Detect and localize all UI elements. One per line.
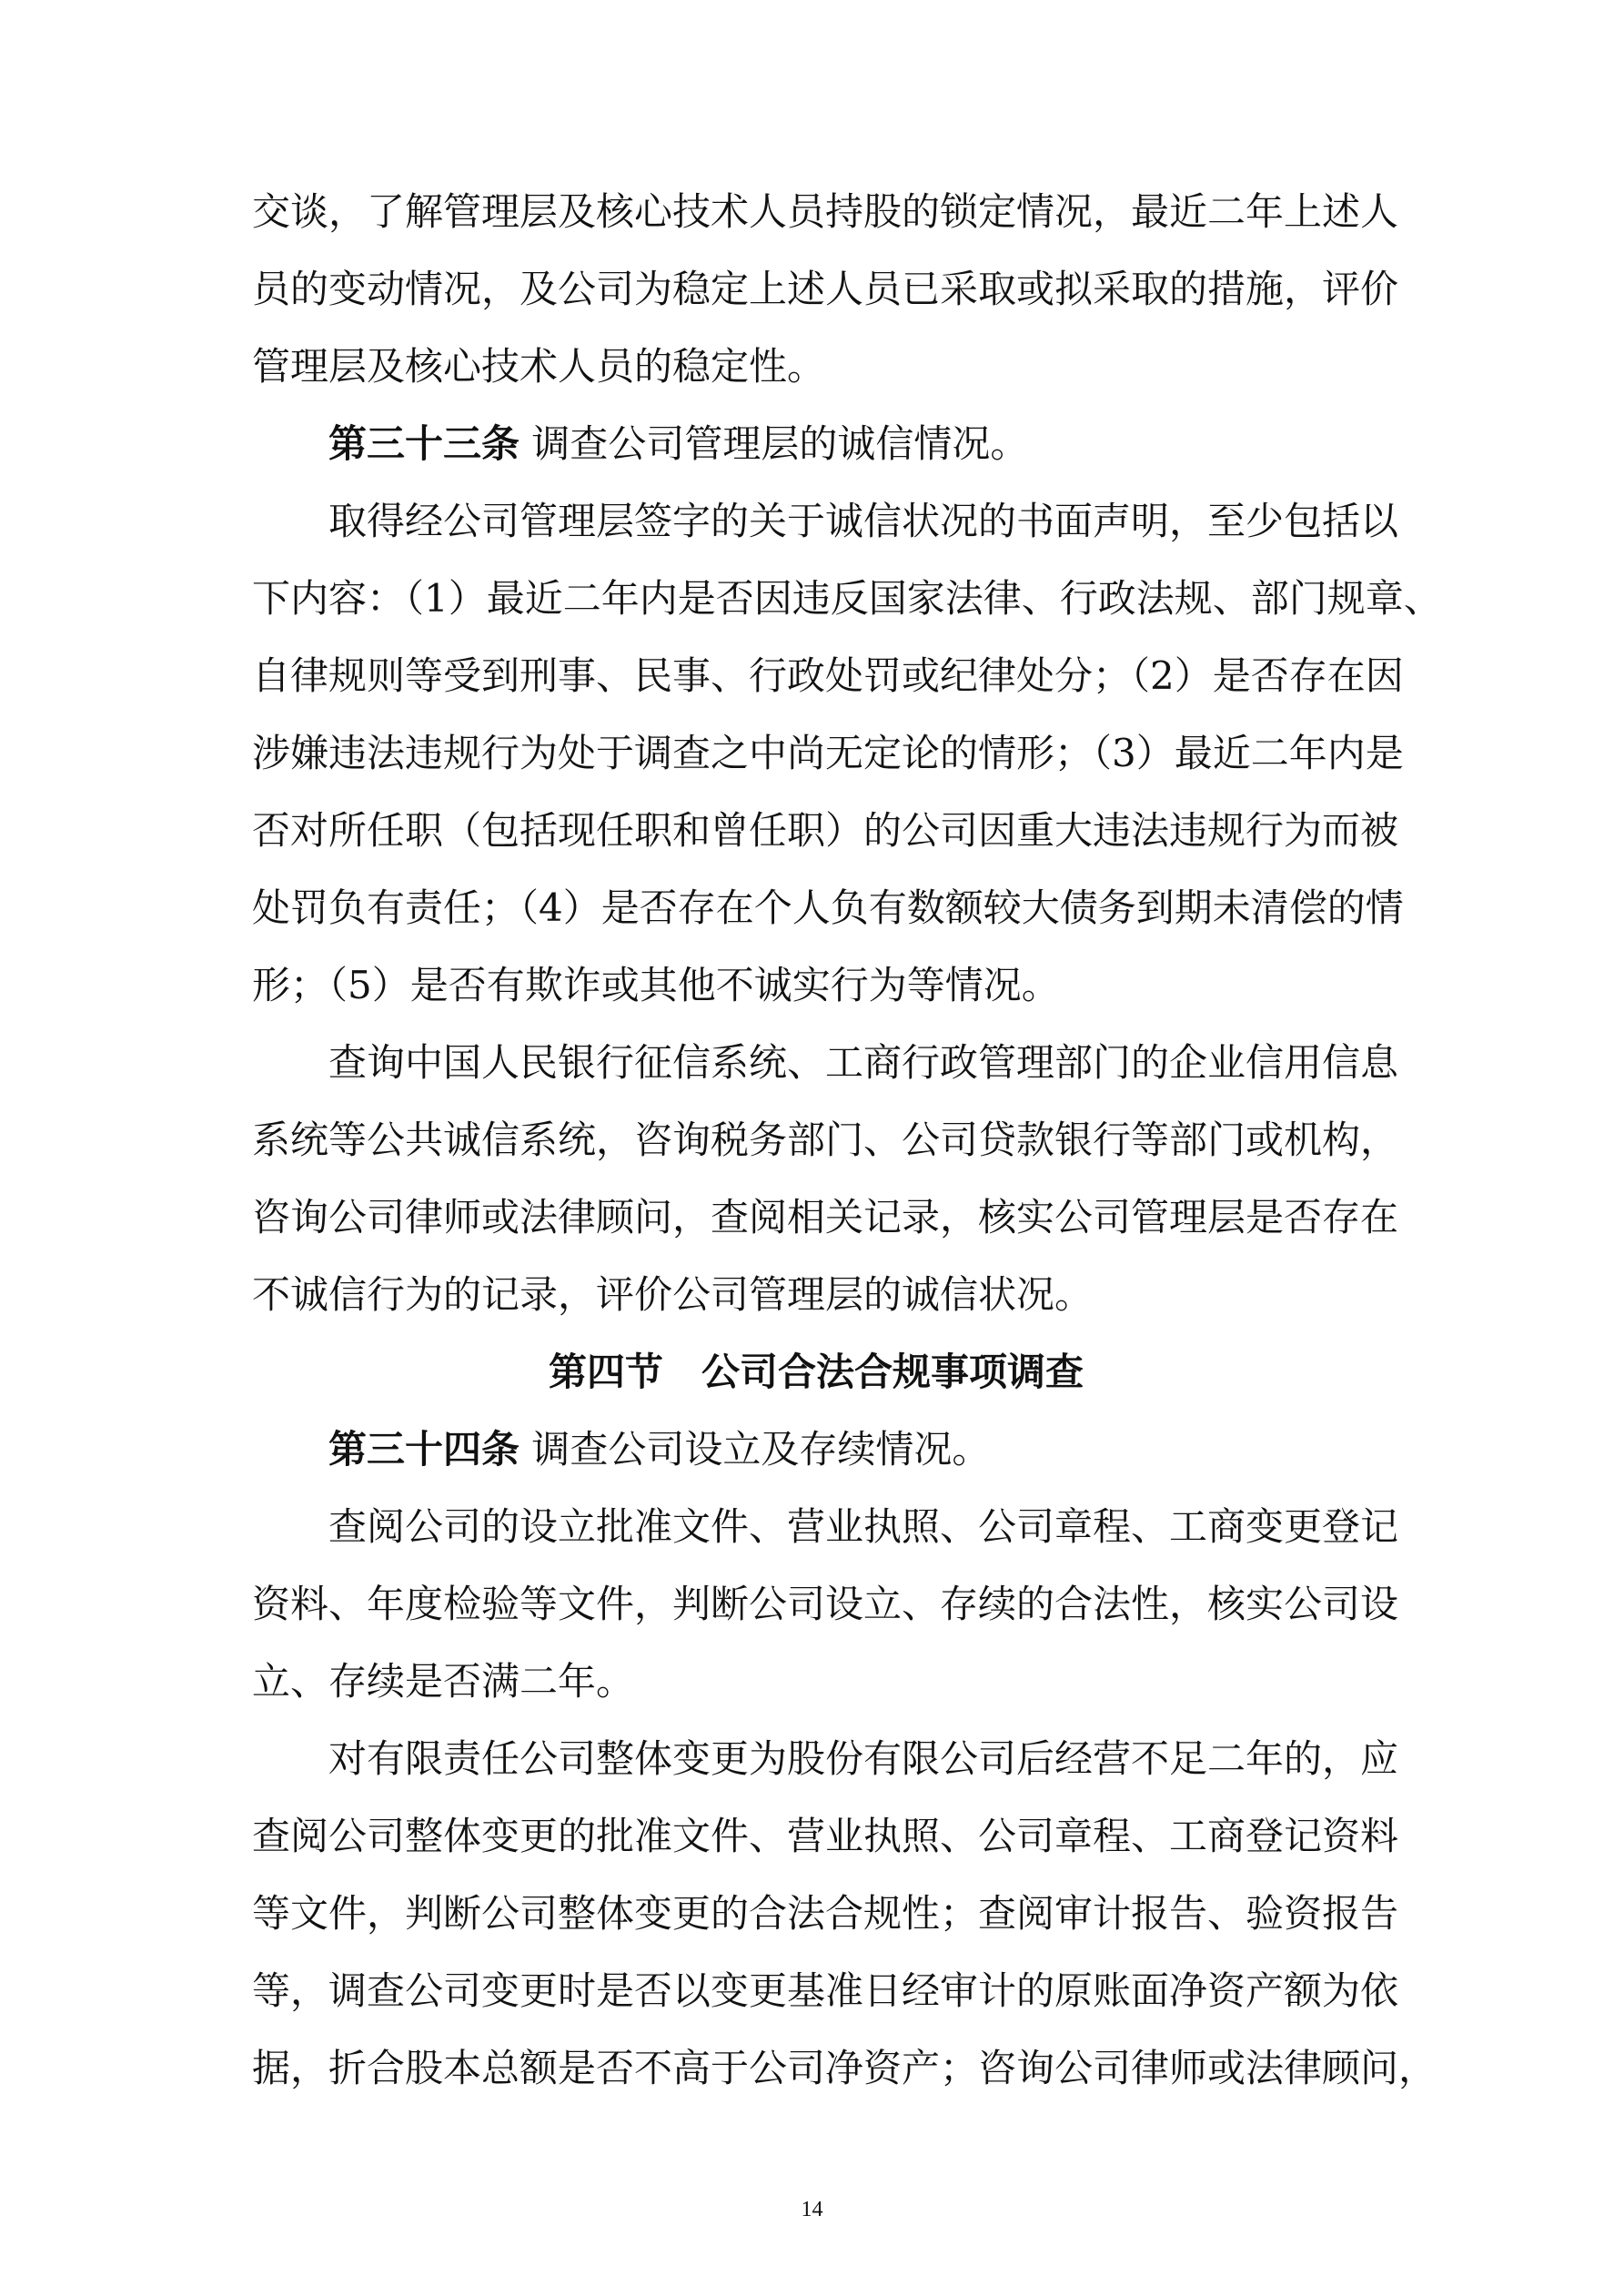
text-line: 否对所任职（包括现任职和曾任职）的公司因重大违法违规行为而被 <box>252 808 1399 853</box>
article-heading <box>252 1411 1380 1488</box>
text-line: 取得经公司管理层签字的关于诚信状况的书面声明，至少包括以 <box>328 499 1399 543</box>
article-number: 第三十四条 <box>328 1427 520 1472</box>
text-line: 不诚信行为的记录，评价公司管理层的诚信状况。 <box>252 1272 1094 1317</box>
text-line: 交谈，了解管理层及核心技术人员持股的锁定情况，最近二年上述人 <box>252 189 1399 234</box>
text-line: 下内容：（1）最近二年内是否因违反国家法律、行政法规、部门规章、 <box>252 576 1442 621</box>
article-title: 调查公司设立及存续情况。 <box>531 1427 991 1472</box>
text-line: 查阅公司的设立批准文件、营业执照、公司章程、工商变更登记 <box>328 1504 1399 1549</box>
text-line: 管理层及核心技术人员的稳定性。 <box>252 344 826 389</box>
section-heading: 第四节 公司合法合规事项调查 <box>548 1350 1084 1394</box>
text-line: 涉嫌违法违规行为处于调查之中尚无定论的情形；（3）最近二年内是 <box>252 731 1404 775</box>
text-line: 员的变动情况，及公司为稳定上述人员已采取或拟采取的措施，评价 <box>252 267 1399 311</box>
document-body <box>252 173 1442 2107</box>
text-line: 资料、年度检验等文件，判断公司设立、存续的合法性，核实公司设 <box>252 1582 1399 1626</box>
text-line: 等，调查公司变更时是否以变更基准日经审计的原账面净资产额为依 <box>252 1968 1399 2013</box>
text-line: 查阅公司整体变更的批准文件、营业执照、公司章程、工商登记资料 <box>252 1814 1399 1858</box>
text-line: 处罚负有责任；（4）是否存在个人负有数额较大债务到期未清偿的情 <box>252 885 1404 930</box>
article-number: 第三十三条 <box>328 421 520 466</box>
text-line: 系统等公共诚信系统，咨询税务部门、公司贷款银行等部门或机构， <box>252 1118 1399 1162</box>
text-line: 据，折合股本总额是否不高于公司净资产；咨询公司律师或法律顾问， <box>252 2046 1437 2090</box>
page-number: 14 <box>801 2198 823 2221</box>
article-gap <box>519 1427 531 1472</box>
article-gap <box>519 421 531 466</box>
text-line: 自律规则等受到刑事、民事、行政处罚或纪律处分；（2）是否存在因 <box>252 653 1404 698</box>
article-title: 调查公司管理层的诚信情况。 <box>531 421 1029 466</box>
text-line: 对有限责任公司整体变更为股份有限公司后经营不足二年的，应 <box>328 1736 1399 1781</box>
text-line: 咨询公司律师或法律顾问，查阅相关记录，核实公司管理层是否存在 <box>252 1195 1399 1239</box>
text-line: 查询中国人民银行征信系统、工商行政管理部门的企业信用信息 <box>328 1040 1399 1085</box>
text-line: 等文件，判断公司整体变更的合法合规性；查阅审计报告、验资报告 <box>252 1891 1399 1936</box>
article-heading <box>252 405 1380 482</box>
text-line: 立、存续是否满二年。 <box>252 1659 635 1704</box>
text-line: 形；（5）是否有欺诈或其他不诚实行为等情况。 <box>252 963 1060 1007</box>
